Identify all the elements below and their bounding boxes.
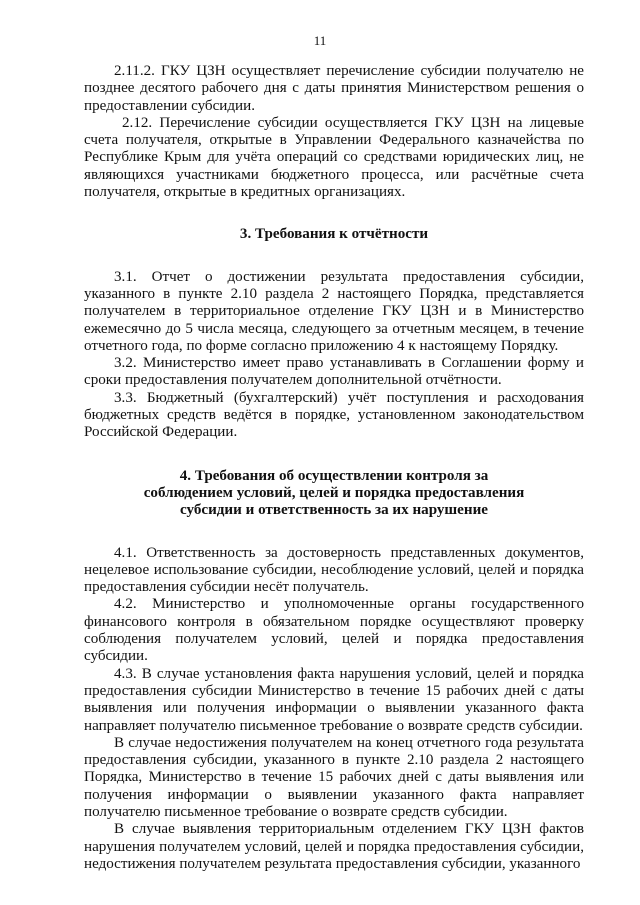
section-4-title-line: соблюдением условий, целей и порядка предоставления <box>143 484 525 501</box>
paragraph-4-3-violation-detected: В случае выявления территориальным отделением ГКУ ЦЗН фактов нарушения получателем условий, целей и порядка предоставления субсидии, недостижения получателем результата предоставления субсидии, указанного <box>84 821 584 872</box>
paragraph-3-1: 3.1. Отчет о достижении результата предоставления субсидии, указанного в пункте 2.10 раздела 2 настоящего Порядка, представляется получателем в территориальное отделение ГКУ ЦЗН и в Министерство ежемесячно до 5 числа месяца, следующего за отчетным месяцем, в течение отчетного года, по форме согласно приложению 4 к настоящему Порядку. <box>84 268 584 354</box>
section-4-title-line: субсидии и ответственность за их нарушение <box>180 502 488 519</box>
paragraph-4-2: 4.2. Министерство и уполномоченные органы государственного финансового контроля в обязательном порядке осуществляют проверку соблюдения получателем условий, целей и порядка предоставления субсидии. <box>84 596 584 665</box>
section-4-title-line: 4. Требования об осуществлении контроля за <box>179 467 489 484</box>
paragraph-2-11-2: 2.11.2. ГКУ ЦЗН осуществляет перечисление субсидии получателю не позднее десятого рабочего дня с даты принятия Министерством решения о предоставлении субсидии. <box>84 63 584 114</box>
section-4-title <box>84 468 584 520</box>
paragraph-3-2: 3.2. Министерство имеет право устанавливать в Соглашении форму и сроки предоставления получателем дополнительной отчётности. <box>84 355 584 389</box>
paragraph-4-3-underachievement: В случае недостижения получателем на конец отчетного года результата предоставления субсидии, указанного в пункте 2.10 раздела 2 настоящего Порядка, Министерство в течение 15 рабочих дней с даты выявления или получения информации о выявлении указанного факта направляет получателю письменное требование о возврате средств субсидии. <box>84 734 584 820</box>
document-body <box>84 63 584 873</box>
paragraph-3-3: 3.3. Бюджетный (бухгалтерский) учёт поступления и расходования бюджетных средств ведётся в порядке, установленном законодательством Российской Федерации. <box>84 389 584 441</box>
page-number: 11 <box>313 33 327 48</box>
paragraph-2-12: 2.12. Перечисление субсидии осуществляется ГКУ ЦЗН на лицевые счета получателя, открытые в Управлении Федерального казначейства по Республике Крым для учёта операций со средствами юридических лиц, не являющихся участниками бюджетного процесса, или расчётные счета получателя, открытые в кредитных организациях. <box>84 114 584 201</box>
paragraph-4-1: 4.1. Ответственность за достоверность представленных документов, нецелевое использование субсидии, несоблюдение условий, целей и порядка предоставления субсидии несёт получатель. <box>84 544 584 596</box>
paragraph-4-3: 4.3. В случае установления факта нарушения условий, целей и порядка предоставления субсидии Министерство в течение 15 рабочих дней с даты выявления или получения информации о выявлении указанного факта направляет получателю письменное требование о возврате средств субсидии. <box>84 665 584 734</box>
section-3-title: 3. Требования к отчётности <box>239 226 429 243</box>
